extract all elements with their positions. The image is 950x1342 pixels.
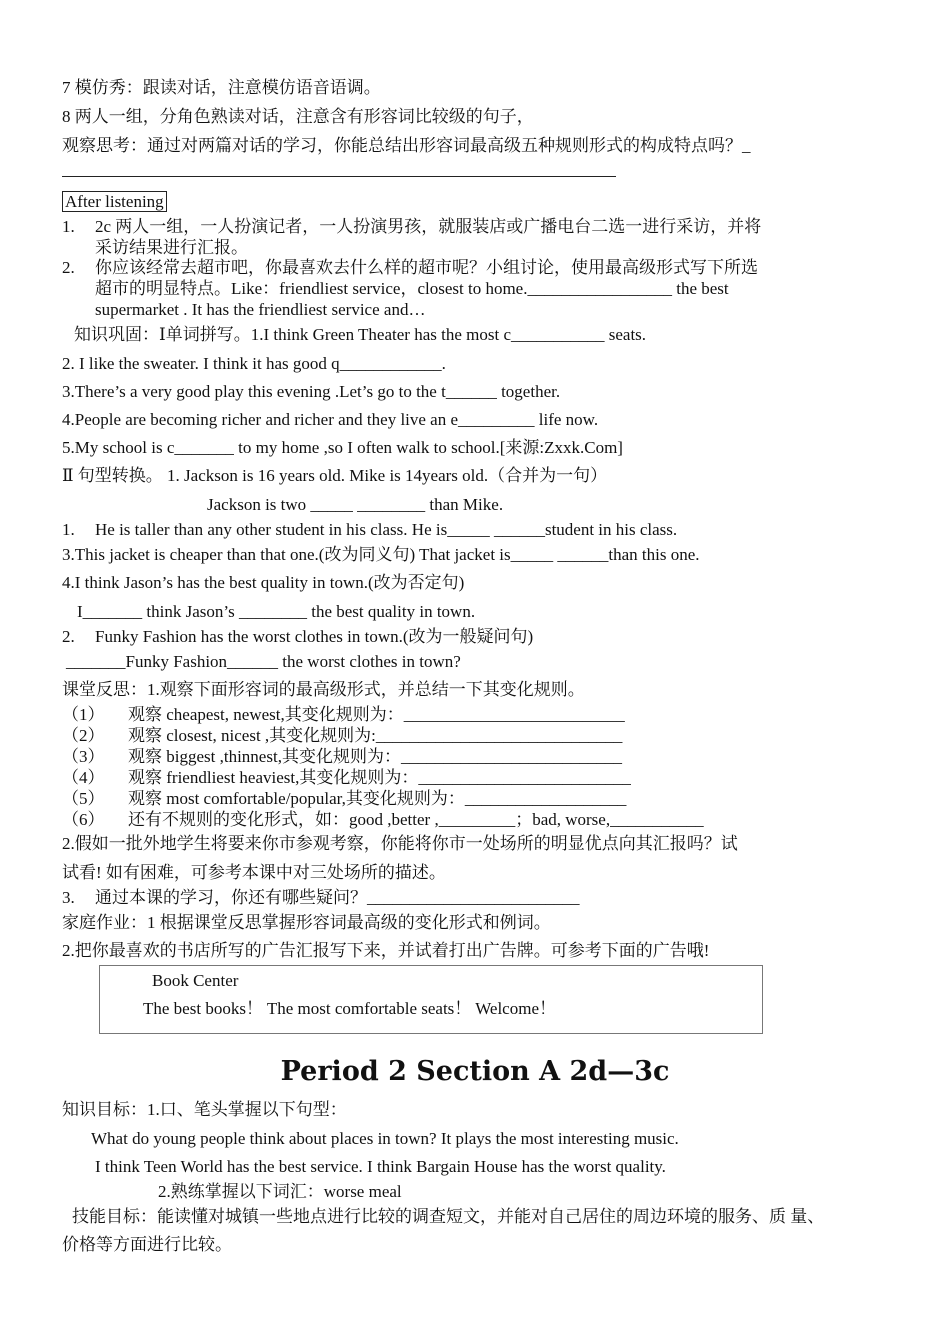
item-number: 2. [62,258,75,277]
line-40: 价格等方面进行比较。 [62,1235,232,1254]
line-10: 知识巩固：Ⅰ单词拼写。1.I think Green Theater has the most c___________ seats. [74,325,647,344]
line-9: supermarket . It has the friendliest service and… [95,300,426,319]
line-1: 7 模仿秀：跟读对话，注意模仿语音语调。 [62,78,381,97]
line-8: 超市的明显特点。Like：friendliest service，closest to home._________________ the best [95,279,729,298]
line-28: 观察 most comfortable/popular,其变化规则为：___________________ [128,789,627,808]
line-29: 还有不规则的变化形式，如：good ,better ,_________；bad, worse,___________ [128,810,704,829]
line-3: 观察思考：通过对两篇对话的学习，你能总结出形容词最高级五种规则形式的构成特点吗？_ [62,136,751,155]
line-2: 8 两人一组，分角色熟读对话，注意含有形容词比较级的句子， [62,107,534,126]
item-number: 1. [62,217,75,236]
line-14: 5.My school is c_______ to my home ,so I often walk to school.[来源:Zxxk.Com] [62,438,623,457]
item-number: （2） [62,726,105,745]
line-12: 3.There’s a very good play this evening .Let’s go to the t______ together. [62,382,561,401]
line-20: I_______ think Jason’s ________ the best quality in town. [77,602,476,621]
page-title: Period 2 Section A 2d—3c [280,1056,670,1087]
line-30: 2.假如一批外地学生将要来你市参观考察，你能将你市一处场所的明显优点向其汇报吗？试 [62,834,738,853]
ad-slogan: The best books！ The most comfortable seats！ Welcome！ [143,999,556,1018]
line-6: 采访结果进行汇报。 [95,238,248,257]
line-22: _______Funky Fashion______ the worst clothes in town? [66,652,461,671]
item-number: （1） [62,705,105,724]
line-7: 你应该经常去超市吧，你最喜欢去什么样的超市呢？小组讨论，使用最高级形式写下所选 [95,258,758,277]
line-38: 2.熟练掌握以下词汇：worse meal [158,1182,402,1201]
line-34: 2.把你最喜欢的书店所写的广告汇报写下来，并试着打出广告牌。可参考下面的广告哦! [62,941,710,960]
line-15: Ⅱ 句型转换。 1. Jackson is 16 years old. Mike is 14years old.（合并为一句） [62,466,608,485]
section-heading [62,191,167,213]
line-32: 通过本课的学习，你还有哪些疑问？_________________________ [95,888,580,907]
line-26: 观察 biggest ,thinnest,其变化规则为：__________________________ [128,747,622,766]
line-31: 试看! 如有困难，可参考本课中对三处场所的描述。 [62,863,446,882]
line-37: I think Teen World has the best service. I think Bargain House has the worst quality. [95,1157,666,1176]
line-27: 观察 friendliest heaviest,其变化规则为：_________________________ [128,768,631,787]
item-number: （5） [62,789,105,808]
answer-line [62,176,616,177]
item-number: 1. [62,520,75,539]
line-18: 3.This jacket is cheaper than that one.(改为同义句) That jacket is_____ ______than this one. [62,545,700,564]
item-number: 3. [62,888,75,907]
item-number: （4） [62,768,105,787]
line-19: 4.I think Jason’s has the best quality in town.(改为否定句) [62,573,465,592]
line-21: Funky Fashion has the worst clothes in town.(改为一般疑问句) [95,627,534,646]
line-25: 观察 closest, nicest ,其变化规则为:_____________________________ [128,726,623,745]
line-35: 知识目标：1.口、笔头掌握以下句型： [62,1100,347,1119]
ad-title: Book Center [152,971,239,990]
after-listening-label: After listening [62,191,167,212]
line-36: What do young people think about places in town? It plays the most interesting music. [91,1129,679,1148]
line-16: Jackson is two _____ ________ than Mike. [207,495,504,514]
line-5: 2c 两人一组，一人扮演记者，一人扮演男孩，就服装店或广播电台二选一进行采访，并将 [95,217,762,236]
item-number: 2. [62,627,75,646]
item-number: （6） [62,810,105,829]
line-23: 课堂反思：1.观察下面形容词的最高级形式，并总结一下其变化规则。 [62,680,585,699]
line-33: 家庭作业：1 根据课堂反思掌握形容词最高级的变化形式和例词。 [62,913,551,932]
line-39: 技能目标：能读懂对城镇一些地点进行比较的调查短文，并能对自己居住的周边环境的服务、质 量、 [72,1207,825,1226]
line-11: 2. I like the sweater. I think it has good q____________. [62,354,446,373]
line-13: 4.People are becoming richer and richer and they live an e_________ life now. [62,410,599,429]
line-24: 观察 cheapest, newest,其变化规则为：__________________________ [128,705,625,724]
line-17: He is taller than any other student in his class. He is_____ ______student in his class. [95,520,678,539]
item-number: （3） [62,747,105,766]
